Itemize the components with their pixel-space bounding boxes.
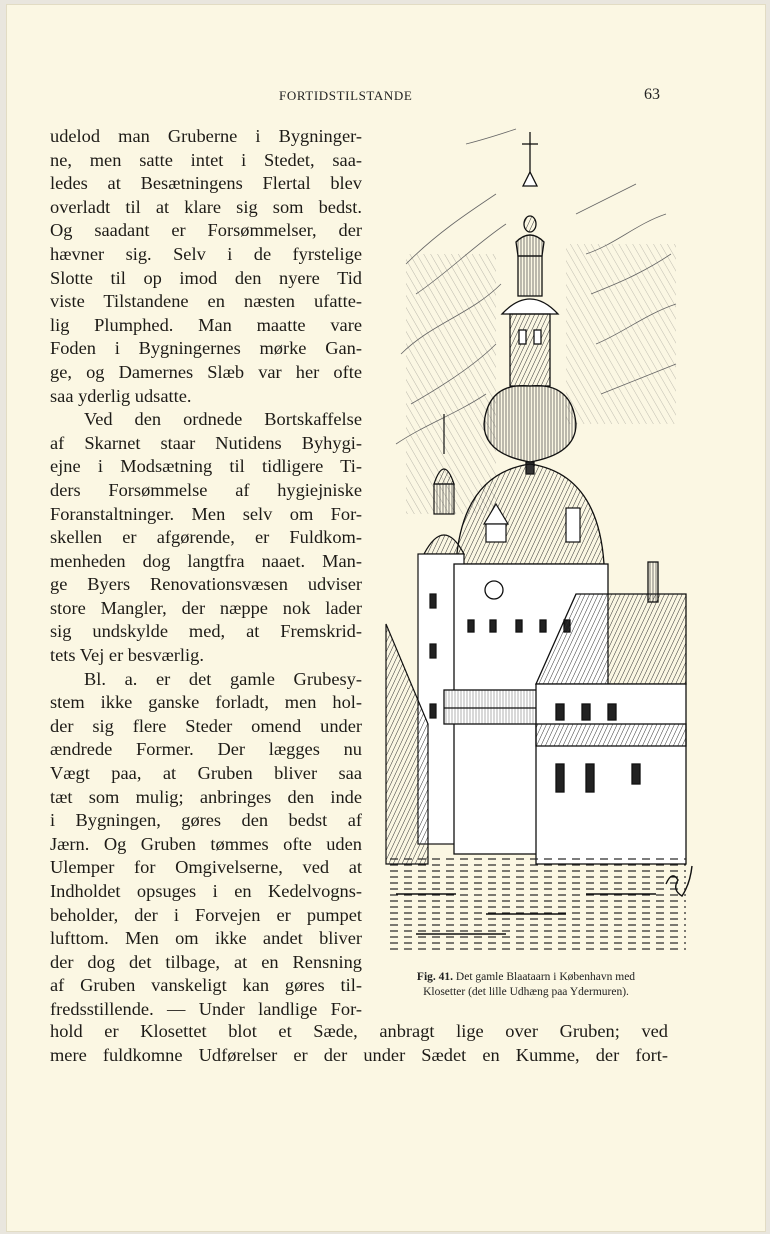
text-line: Jærn. Og Gruben tømmes ofte uden [50,833,362,854]
text-line: af Skarnet staar Nutidens Byhygi- [50,432,362,453]
text-line: af Gruben vanskeligt kan gøres til- [50,975,362,996]
text-line: ejne i Modsætning til tidligere Ti- [50,456,362,477]
text-line: der sig flere Steder omend under [50,715,362,736]
figure-number: Fig. 41. [416,971,454,983]
text-line: skellen er afgørende, er Fuldkom- [50,527,362,548]
text-line: hævner sig. Selv i de fyrstelige [50,243,362,264]
latrine-overhang [444,690,538,724]
text-line: sig undskylde med, at Fremskrid- [50,621,362,642]
text-line: ledes at Besætningens Flertal blev [50,173,362,194]
text-line: Indholdet opsuges i en Kedelvogns- [50,881,362,901]
text-line: viste Tilstandene en næsten ufatte- [50,291,362,312]
text-line: ders Forsømmelse af hygiejniske [50,479,362,500]
running-head [6,88,766,108]
text-line: store Mangler, der næppe nok lader [50,597,362,618]
text-line: fredsstillende. — Under landlige For- [50,998,362,1019]
text-line: udelod man Gruberne i Bygninger- [50,126,362,146]
text-line: ge Byers Renovationsvæsen udviser [50,574,362,595]
text-line: ændrede Former. Der lægges nu [50,739,362,760]
text-line: Ved den ordnede Bortskaffelse [84,409,362,430]
body-text-column [50,125,362,1022]
caption-line-2: Klosetter (det lille Udhæng paa Ydermuren). [423,986,629,998]
text-line: der dog det tilbage, at en Rensning [50,951,362,972]
text-line: tæt som mulig; anbringes den inde [50,786,362,807]
text-line: tets Vej er besværlig. [50,645,204,666]
body-text-full-width [50,1020,668,1067]
book-page [6,4,766,1232]
text-line: hold er Klosettet blot et Sæde, anbragt lige over Gruben; ved [50,1021,668,1041]
text-line: ge, og Damernes Slæb var her ofte [50,361,362,382]
page-number: 63 [644,86,660,103]
text-line: Og saadant er Forsømmelser, der [50,220,362,241]
text-line: Slotte til op imod den nyere Tid [50,267,362,288]
running-title: FORTIDSTILSTANDE [279,88,413,103]
text-line: lufttom. Men om ikke andet bliver [50,928,362,949]
text-line: overladt til at klare sig som bedst. [50,196,362,217]
text-line: stem ikke ganske forladt, men hol- [50,692,362,713]
text-line: Ulemper for Omgivelserne, ved at [50,857,362,878]
text-line: Foranstaltninger. Men selv om For- [50,503,362,524]
text-line: Bl. a. er det gamle Grubesy- [84,668,362,689]
canal-water [386,854,686,954]
figure-caption [376,970,676,1000]
text-line: beholder, der i Forvejen er pumpet [50,904,362,925]
text-line: i Bygningen, gøres den bedst af [50,810,362,831]
main-spire [484,132,576,474]
text-line: menheden dog langtfra naaet. Man- [50,550,362,571]
text-line: saa yderlig udsatte. [50,385,192,406]
text-line: Foden i Bygningernes mørke Gan- [50,338,362,359]
text-line: mere fuldkomne Udførelser er der under Sædet en Kumme, der fort- [50,1044,668,1065]
text-line: Vægt paa, at Gruben bliver saa [50,763,362,784]
tower-illustration [376,124,696,964]
caption-line-1: Det gamle Blaataarn i København med [455,971,636,983]
text-line: lig Plumphed. Man maatte vare [50,314,362,335]
text-line: ne, men satte intet i Stedet, saa- [50,149,362,170]
